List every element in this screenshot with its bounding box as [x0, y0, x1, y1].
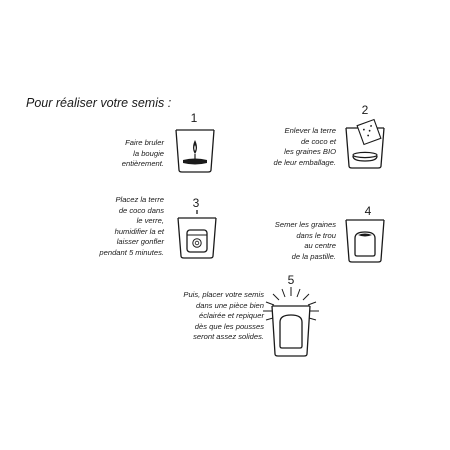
step-3-line: de coco dans [118, 205, 164, 215]
page-title: Pour réaliser votre semis : [26, 96, 172, 110]
step-1-line: la bougie [133, 148, 164, 158]
step-3-line: pendant 5 minutes. [99, 247, 164, 257]
seeded-pellet-glass-icon [344, 216, 386, 266]
step-4-line: dans le trou [296, 230, 336, 240]
step-4-line: Semer les graines [274, 220, 336, 229]
step-2-instructions [274, 126, 336, 168]
step-3-line: Placez la terre [115, 195, 164, 204]
step-4-number: 4 [364, 204, 372, 218]
step-1-line: Faire bruler [125, 138, 164, 147]
step-2-line: de leur emballage. [273, 157, 336, 167]
step-3-line: le verre, [136, 216, 164, 225]
step-5-line: Puis, placer votre semis [183, 290, 264, 299]
burning-candle-glass-icon [174, 126, 216, 174]
step-2-line: les graines BIO [284, 147, 336, 156]
step-3-instructions [99, 195, 164, 258]
step-5-line: dans une pièce bien [196, 300, 264, 310]
step-4-line: au centre [304, 241, 336, 250]
step-3-number: 3 [192, 196, 200, 210]
step-1-number: 1 [190, 111, 198, 125]
step-5-line: éclairée et repiquer [198, 311, 264, 320]
step-4-line: de la pastille. [291, 251, 336, 261]
watering-pellet-glass-icon [176, 210, 218, 260]
step-5-line: seront assez solides. [193, 332, 264, 341]
step-5-line: dès que les pousses [194, 321, 264, 331]
step-2-number: 2 [361, 103, 369, 117]
step-3-line: laisser gonfler [116, 237, 164, 246]
step-1-line: entièrement. [121, 159, 164, 168]
coco-soil-pellet-glass-icon [344, 120, 386, 170]
step-5-instructions [183, 290, 264, 343]
step-2-line: de coco et [300, 136, 336, 146]
step-2-line: Enlever la terre [284, 126, 336, 135]
step-4-instructions [275, 220, 336, 262]
step-1-instructions [122, 138, 164, 170]
step-3-line: humidifier la et [114, 226, 164, 236]
step-5-number: 5 [287, 273, 295, 287]
pellet-in-sunlight-glass-icon [260, 284, 322, 360]
